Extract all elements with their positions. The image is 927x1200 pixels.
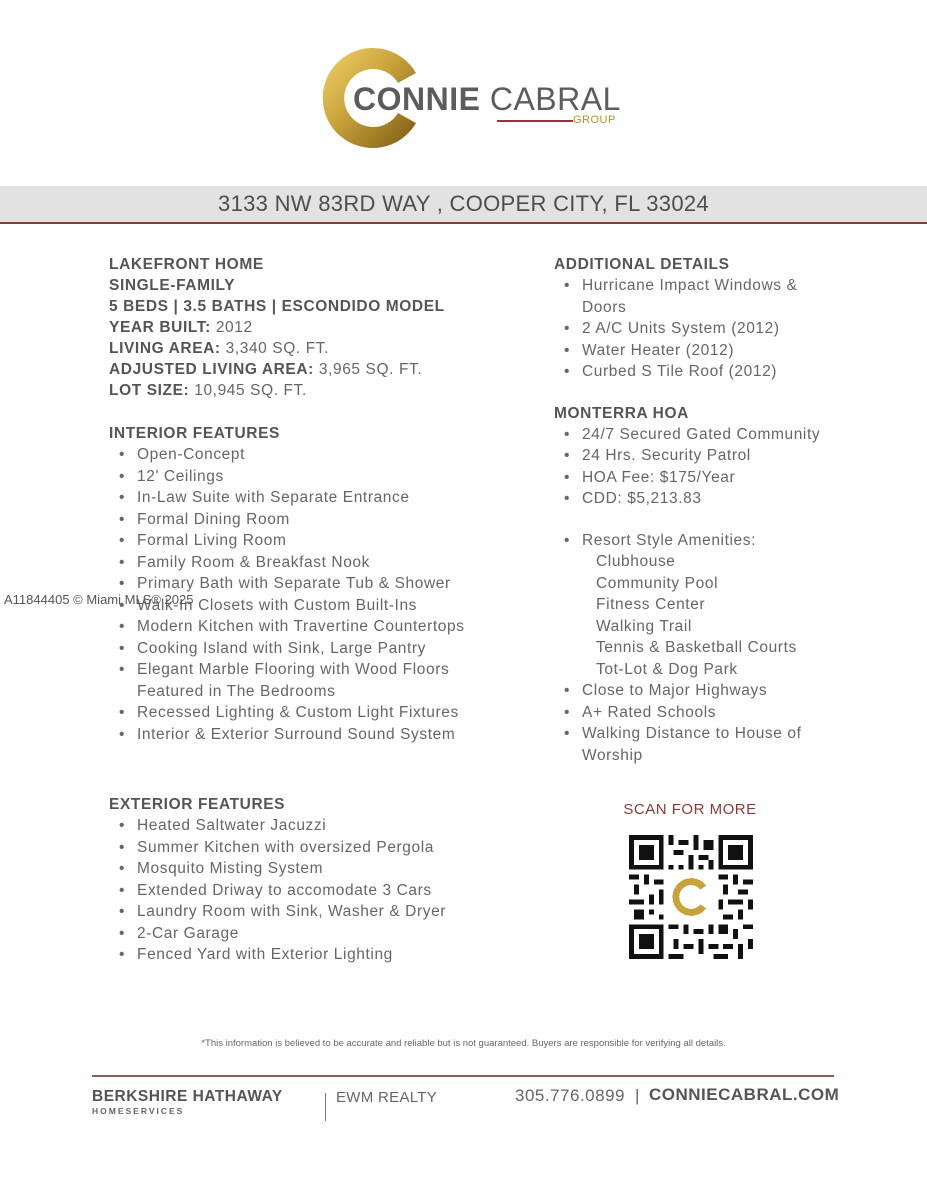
logo-wordmark — [353, 80, 621, 118]
list-item: • Modern Kitchen with Travertine Countertops — [109, 616, 539, 638]
list-item: • Fenced Yard with Exterior Lighting — [109, 944, 539, 966]
logo-last-name: CABRAL — [489, 81, 621, 117]
spec-year-value: 2012 — [215, 319, 253, 336]
mls-watermark: A11844405 © Miami MLS® 2025 — [4, 592, 194, 607]
list-item: • CDD: $5,213.83 — [554, 488, 884, 510]
list-item: • 2 A/C Units System (2012) — [554, 318, 884, 340]
spec-lot-value: 10,945 SQ. FT. — [194, 382, 307, 399]
right-column — [554, 254, 884, 766]
list-item: • A+ Rated Schools — [554, 702, 884, 724]
office-name: EWM REALTY — [336, 1089, 438, 1106]
list-item: • Walking Distance to House of Worship — [554, 723, 852, 766]
exterior-section — [109, 794, 539, 966]
list-item: • Formal Living Room — [109, 530, 539, 552]
spec-year-label: YEAR BUILT: — [109, 319, 211, 336]
brokerage-name: BERKSHIRE HATHAWAY — [92, 1088, 283, 1105]
footer-vertical-divider — [325, 1093, 326, 1121]
list-item: • Hurricane Impact Windows & Doors — [554, 275, 802, 318]
brokerage-subtitle: HOMESERVICES — [92, 1106, 185, 1116]
spec-family: SINGLE-FAMILY — [109, 277, 236, 294]
left-column — [109, 254, 539, 745]
list-item: • Formal Dining Room — [109, 509, 539, 531]
exterior-features-title: EXTERIOR FEATURES — [109, 796, 286, 813]
logo-underline — [497, 120, 573, 122]
list-item: • Heated Saltwater Jacuzzi — [109, 815, 539, 837]
list-item: • Curbed S Tile Roof (2012) — [554, 361, 884, 383]
list-item: • Cooking Island with Sink, Large Pantry — [109, 638, 539, 660]
amenity-item: Clubhouse — [596, 553, 676, 570]
list-item: • Family Room & Breakfast Nook — [109, 552, 539, 574]
spec-living-value: 3,340 SQ. FT. — [225, 340, 330, 357]
spec-adjusted-value: 3,965 SQ. FT. — [318, 361, 423, 378]
amenities-label: • Resort Style Amenities: — [554, 530, 884, 552]
interior-features-title: INTERIOR FEATURES — [109, 425, 280, 442]
list-item: • Water Heater (2012) — [554, 340, 884, 362]
list-item: • Elegant Marble Flooring with Wood Floors Featured in The Bedrooms — [109, 659, 497, 702]
list-item: • Interior & Exterior Surround Sound System — [109, 724, 539, 746]
spec-living — [109, 338, 539, 359]
phone-number[interactable]: 305.776.0899 — [515, 1086, 625, 1105]
list-item: • Walk-In Closets with Custom Built-Ins — [109, 595, 539, 617]
spec-adjusted — [109, 359, 539, 380]
spec-type: LAKEFRONT HOME — [109, 256, 264, 273]
website-link[interactable]: CONNIECABRAL.COM — [649, 1085, 840, 1104]
hoa-title: MONTERRA HOA — [554, 404, 689, 422]
property-address: 3133 NW 83RD WAY , COOPER CITY, FL 33024 — [218, 191, 709, 216]
additional-details-title: ADDITIONAL DETAILS — [554, 256, 730, 273]
hoa-list — [554, 424, 884, 510]
list-item: • Close to Major Highways — [554, 680, 884, 702]
spec-lot-label: LOT SIZE: — [109, 382, 190, 399]
footer-separator: | — [635, 1086, 640, 1105]
amenity-item: Walking Trail — [596, 617, 692, 635]
amenity-item: Tennis & Basketball Courts — [596, 639, 797, 656]
amenities-list — [554, 530, 884, 767]
scan-for-more-label: SCAN FOR MORE — [623, 801, 757, 818]
list-item: • 12' Ceilings — [109, 466, 539, 488]
amenity-item: Tot-Lot & Dog Park — [596, 660, 738, 678]
spec-lot — [109, 380, 539, 401]
list-item: • In-Law Suite with Separate Entrance — [109, 487, 539, 509]
spec-beds-baths: 5 BEDS | 3.5 BATHS | ESCONDIDO MODEL — [109, 298, 445, 315]
list-item: • Extended Driway to accomodate 3 Cars — [109, 880, 539, 902]
amenity-item: Fitness Center — [596, 596, 706, 613]
footer-divider — [92, 1075, 834, 1077]
list-item: • Recessed Lighting & Custom Light Fixtures — [109, 702, 539, 724]
disclaimer-text: *This information is believed to be accurate and reliable but is not guaranteed. Buyers are responsible for verifying all details. — [201, 1038, 726, 1049]
list-item: • 24 Hrs. Security Patrol — [554, 445, 884, 467]
list-item: • Open-Concept — [109, 444, 539, 466]
list-item: • Primary Bath with Separate Tub & Shower — [109, 573, 539, 595]
list-item: • HOA Fee: $175/Year — [554, 467, 884, 489]
list-item: • 2-Car Garage — [109, 923, 539, 945]
logo-group-text: GROUP — [573, 114, 616, 126]
list-item: • Summer Kitchen with oversized Pergola — [109, 837, 539, 859]
spec-adjusted-label: ADJUSTED LIVING AREA: — [109, 361, 314, 378]
property-specs — [109, 254, 539, 401]
qr-code-icon[interactable] — [629, 835, 753, 959]
list-item: • Laundry Room with Sink, Washer & Dryer — [109, 901, 539, 923]
additional-details-list — [554, 275, 884, 383]
spec-living-label: LIVING AREA: — [109, 340, 221, 357]
list-item: • Mosquito Misting System — [109, 858, 539, 880]
spec-year — [109, 317, 539, 338]
exterior-features-list — [109, 815, 539, 966]
logo-first-name: CONNIE — [353, 81, 481, 117]
list-item: • 24/7 Secured Gated Community — [554, 424, 884, 446]
amenity-item: Community Pool — [596, 574, 719, 592]
